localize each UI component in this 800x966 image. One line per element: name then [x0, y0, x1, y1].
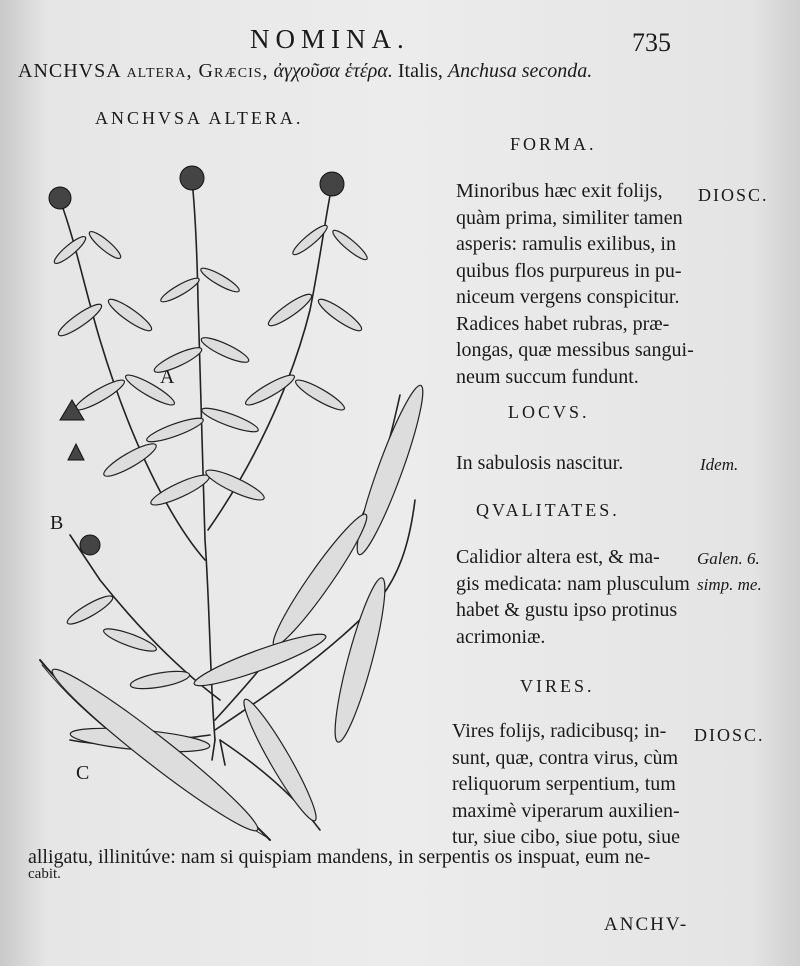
margin-note-forma: DIOSC. [698, 185, 769, 205]
margin-note-vires: DIOSC. [694, 725, 765, 745]
footer-line: alligatu, illinitúve: nam si quispiam mandens, in serpentis os inspuat, eum ne- [28, 846, 651, 868]
text-line: Radices habet rubras, præ- [456, 312, 670, 335]
figure-label-b: B [50, 512, 64, 534]
margin-line: simp. me. [697, 575, 762, 594]
text-line: niceum vergens conspicitur. [456, 286, 680, 308]
text-line: tur, siue cibo, siue potu, siue [452, 826, 681, 848]
figure-label-c: C [76, 762, 90, 784]
text-line: acrimoniæ. [456, 625, 546, 648]
section-heading-qualitates: QVALITATES. [476, 500, 620, 520]
section-heading-forma: FORMA. [510, 134, 597, 154]
section-body-qualitates [456, 544, 690, 650]
plant-woodcut-illustration [20, 140, 450, 870]
italian-label: Italis, [397, 60, 443, 82]
text-line: asperis: ramulis exilibus, in [456, 233, 676, 255]
section-body-forma [456, 178, 694, 390]
text-line: habet & gustu ipso protinus [456, 599, 678, 621]
catchword: ANCHV- [604, 914, 689, 935]
text-line: reliquorum serpentium, tum [452, 773, 676, 795]
text-line: In sabulosis nascitur. [456, 452, 624, 474]
text-line: Calidior altera est, & ma- [456, 546, 660, 568]
text-line: neum succum fundunt. [456, 365, 639, 388]
figure-label-a: A [160, 366, 175, 388]
running-head: NOMINA. [250, 24, 410, 54]
text-line: sunt, quæ, contra virus, cùm [452, 746, 679, 769]
plant-title: ANCHVSA ALTERA. [95, 108, 304, 128]
text-line: maximè viperarum auxilien- [452, 799, 680, 822]
margin-line: Galen. 6. [697, 549, 760, 568]
section-heading-vires: VIRES. [520, 676, 595, 696]
text-line: longas, quæ messibus sangui- [456, 339, 694, 361]
footer-line: cabit. [28, 866, 61, 882]
section-body-vires [452, 718, 680, 851]
text-line: Vires folijs, radicibusq; in- [452, 720, 667, 742]
italian-name: Anchusa seconda. [447, 60, 593, 82]
text-line: quibus flos purpureus in pu- [456, 259, 682, 282]
margin-note-locus: Idem. [700, 455, 739, 474]
names-line [18, 60, 592, 83]
section-heading-locus: LOCVS. [508, 402, 590, 422]
margin-note-qualitates [697, 546, 762, 598]
text-line: quàm prima, similiter tamen [456, 206, 683, 229]
text-line: Minoribus hæc exit folijs, [456, 180, 663, 202]
latin-name: ANCHVSA altera, Græcis, [18, 60, 269, 82]
text-line: gis medicata: nam plusculum [456, 572, 690, 595]
section-body-locus [456, 450, 623, 477]
greek-name: ἀγχοῦσα ἑτέρα. [273, 60, 393, 82]
page-number: 735 [632, 28, 671, 57]
